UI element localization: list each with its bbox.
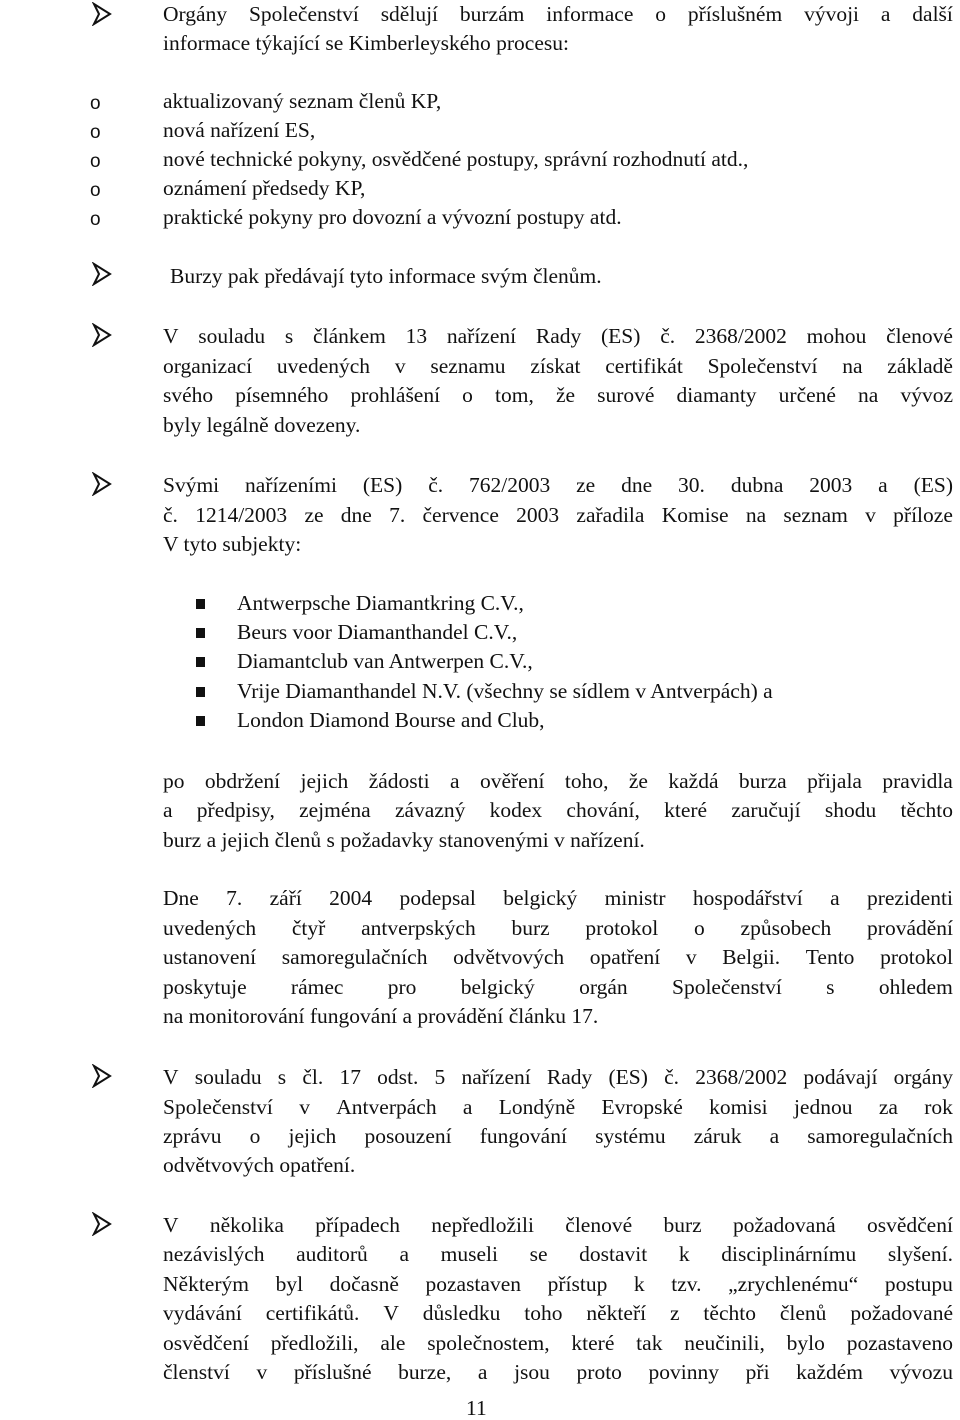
paragraph-line: byly legálně dovezeny. (163, 413, 361, 437)
word: se (529, 1242, 548, 1266)
word: pozastaveno (846, 1331, 953, 1355)
word: podepsal (399, 886, 476, 910)
word: fungování (479, 1124, 567, 1148)
word: někteří (586, 1301, 647, 1325)
word: členové (886, 324, 953, 348)
word: zařadila (576, 503, 645, 527)
circle-bullet-icon: o (90, 151, 101, 172)
word: a (399, 1242, 409, 1266)
word: toho, (564, 769, 609, 793)
word: předpisy, (196, 798, 275, 822)
word: každém (796, 1360, 864, 1384)
word: rámec (290, 975, 344, 999)
word: na (858, 383, 879, 407)
word: proto (576, 1360, 622, 1384)
word: souladu (194, 1065, 262, 1089)
word: jednou (793, 1095, 853, 1119)
word: v (256, 1360, 268, 1384)
word: pravidla (882, 769, 953, 793)
word: základě (887, 354, 953, 378)
word: 762/2003 (469, 473, 551, 497)
sub-list-item: aktualizovaný seznam členů KP, (163, 89, 442, 113)
word: které (571, 1331, 615, 1355)
paragraph-line (163, 947, 953, 969)
word: a (878, 473, 888, 497)
word: s (826, 975, 835, 999)
word: z (669, 1301, 680, 1325)
word: orgán (579, 975, 628, 999)
word: seznamu (430, 354, 506, 378)
paragraph-line: na monitorování fungování a provádění článku 17. (163, 1004, 599, 1028)
word: vývoz (900, 383, 953, 407)
word: toho (524, 1301, 563, 1325)
word: shodu (824, 798, 877, 822)
word: burza (738, 769, 787, 793)
paragraph-line (163, 475, 953, 497)
word: k (633, 1272, 645, 1296)
word: tom, (495, 383, 534, 407)
word: ustanovení (163, 945, 257, 969)
word: V (383, 1301, 399, 1325)
square-bullet-icon (196, 599, 205, 609)
word: povinny (648, 1360, 720, 1384)
word: byl (275, 1272, 304, 1296)
word: ze (304, 503, 324, 527)
word: přijala (807, 769, 862, 793)
word: posouzení (364, 1124, 452, 1148)
word: při (745, 1360, 770, 1384)
word: dočasně (329, 1272, 399, 1296)
word: a (880, 2, 891, 26)
word: po (163, 769, 185, 793)
word: neučinili, (684, 1331, 765, 1355)
word: těchto (900, 798, 953, 822)
word: přístup (547, 1272, 608, 1296)
word: čl. (302, 1065, 324, 1089)
word: a (450, 769, 460, 793)
word: a (830, 886, 840, 910)
word: o (462, 383, 473, 407)
word: opatření (589, 945, 661, 969)
word: V (163, 1065, 179, 1089)
word: (ES) (601, 324, 641, 348)
word: které (664, 798, 708, 822)
word: vydávání (163, 1301, 242, 1325)
paragraph-line (163, 1274, 953, 1296)
word: 7. (226, 886, 243, 910)
word: jejich (288, 1124, 337, 1148)
paragraph-line (163, 1067, 953, 1089)
word: tak (636, 1331, 663, 1355)
word: disciplinárnímu (721, 1242, 857, 1266)
word: několika (209, 1213, 284, 1237)
word: č. (660, 324, 676, 348)
word: burze, (398, 1360, 452, 1384)
word: Svými (163, 473, 220, 497)
word: belgický (503, 886, 578, 910)
word: určené (778, 383, 836, 407)
word: příslušném (687, 2, 783, 26)
word: 7. (389, 503, 406, 527)
word: každá (668, 769, 719, 793)
word: ale (380, 1331, 406, 1355)
word: zejména (299, 798, 371, 822)
word: členství (163, 1360, 230, 1384)
word: případech (315, 1213, 400, 1237)
word: Londýně (498, 1095, 576, 1119)
paragraph-line (163, 505, 953, 527)
word: článkem (313, 324, 386, 348)
word: burz (511, 916, 550, 940)
circle-bullet-icon: o (90, 122, 101, 143)
word: svého (163, 383, 214, 407)
square-bullet-icon (196, 657, 205, 667)
word: dostavit (579, 1242, 648, 1266)
arrow-bullet-icon (92, 472, 112, 496)
word: a (477, 1360, 488, 1384)
word: belgický (460, 975, 535, 999)
paragraph-line (163, 1126, 953, 1148)
word: certifikátů. (265, 1301, 360, 1325)
word: 13 (405, 324, 428, 348)
word: bylo (786, 1331, 825, 1355)
word: Společenství (163, 1095, 273, 1119)
word: burz (663, 1213, 702, 1237)
word: příslušné (293, 1360, 372, 1384)
paragraph-line (163, 888, 953, 910)
word: Dne (163, 886, 199, 910)
word: uvedených (276, 354, 371, 378)
word: července (422, 503, 499, 527)
word: 2368/2002 (695, 1065, 788, 1089)
word: ministr (604, 886, 666, 910)
word: Komise (661, 503, 729, 527)
word: mohou (806, 324, 867, 348)
word: nařízení (446, 324, 517, 348)
word: V (163, 1213, 179, 1237)
word: za (878, 1095, 898, 1119)
word: že (555, 383, 576, 407)
word: členů (779, 1301, 827, 1325)
word: a (769, 1124, 780, 1148)
paragraph-line (163, 1333, 953, 1355)
word: odvětvových (453, 945, 565, 969)
circle-bullet-icon: o (90, 180, 101, 201)
word: organizací (163, 354, 253, 378)
word: na (745, 503, 767, 527)
word: provádění (867, 916, 953, 940)
word: nepředložili (431, 1213, 534, 1237)
word: zprávu (163, 1124, 222, 1148)
word: (ES) (608, 1065, 648, 1089)
word: čtyř (291, 916, 326, 940)
paragraph-line (163, 918, 953, 940)
word: V (163, 324, 179, 348)
arrow-bullet-icon (92, 1212, 112, 1236)
paragraph-line (163, 1362, 953, 1384)
word: pozastaven (425, 1272, 521, 1296)
paragraph-line: informace týkající se Kimberleyského procesu: (163, 31, 569, 55)
paragraph-line (163, 326, 953, 348)
arrow-bullet-icon (92, 323, 112, 347)
word: samoregulačních (281, 945, 428, 969)
paragraph-line (163, 977, 953, 999)
word: požadované (850, 1301, 953, 1325)
word: jsou (514, 1360, 550, 1384)
word: 30. (678, 473, 705, 497)
arrow-bullet-icon (92, 1064, 112, 1088)
word: vývozu (889, 1360, 953, 1384)
word: v (865, 503, 876, 527)
word: 17 (339, 1065, 361, 1089)
word: s (284, 324, 294, 348)
word: žádosti (368, 769, 430, 793)
word: hospodářství (692, 886, 803, 910)
word: samoregulačních (807, 1124, 953, 1148)
word: museli (440, 1242, 498, 1266)
sub-list-item: oznámení předsedy KP, (163, 176, 366, 200)
word: protokol (585, 916, 659, 940)
arrow-bullet-icon (92, 2, 112, 26)
word: těchto (703, 1301, 756, 1325)
word: k (678, 1242, 690, 1266)
word: burzám (459, 2, 525, 26)
word: způsobech (740, 916, 832, 940)
exchange-list-item: Vrije Diamanthandel N.V. (všechny se sídlem v Antverpách) a (237, 679, 773, 703)
word: 2368/2002 (694, 324, 787, 348)
word: a (462, 1095, 473, 1119)
word: souladu (198, 324, 266, 348)
paragraph-line (163, 800, 953, 822)
word: dne (340, 503, 372, 527)
word: na (842, 354, 863, 378)
paragraph-line: burz a jejich členů s požadavky stanovenými v nařízení. (163, 828, 645, 852)
word: (ES) (913, 473, 953, 497)
arrow-bullet-icon (92, 262, 112, 286)
word: podávají (803, 1065, 878, 1089)
word: diamanty (676, 383, 757, 407)
word: o (694, 916, 705, 940)
word: že (628, 769, 648, 793)
word: o (655, 2, 666, 26)
word: společnostem, (427, 1331, 550, 1355)
word: surové (597, 383, 655, 407)
word: prezidenti (866, 886, 953, 910)
word: členové (565, 1213, 633, 1237)
word: Společenství (671, 975, 782, 999)
square-bullet-icon (196, 628, 205, 638)
word: Evropské (601, 1095, 683, 1119)
sub-list-item: praktické pokyny pro dovozní a vývozní postupy atd. (163, 205, 622, 229)
paragraph-line (163, 385, 953, 407)
word: dne (621, 473, 653, 497)
word: vývoji (804, 2, 860, 26)
word: získat (530, 354, 581, 378)
word: Některým (163, 1272, 249, 1296)
word: uvedených (163, 916, 257, 940)
word: příloze (893, 503, 953, 527)
word: Rady (546, 1065, 593, 1089)
word: seznam (783, 503, 848, 527)
circle-bullet-icon: o (90, 93, 101, 114)
exchange-list-item: London Diamond Bourse and Club, (237, 708, 545, 732)
word: auditorů (296, 1242, 368, 1266)
word: pro (387, 975, 417, 999)
word: č. (664, 1065, 680, 1089)
word: Belgii. (722, 945, 781, 969)
word: Rady (535, 324, 582, 348)
word: 2003 (809, 473, 853, 497)
paragraph-line (163, 4, 953, 26)
word: nařízení (461, 1065, 531, 1089)
word: č. (163, 503, 178, 527)
word: ohledem (878, 975, 953, 999)
word: postupu (884, 1272, 953, 1296)
exchange-list-item: Antwerpsche Diamantkring C.V., (237, 591, 524, 615)
sub-list-item: nová nařízení ES, (163, 118, 316, 142)
word: Orgány (163, 2, 228, 26)
word: certifikát (605, 354, 683, 378)
word: poskytuje (163, 975, 247, 999)
word: systému (595, 1124, 666, 1148)
sub-list-item: nové technické pokyny, osvědčené postupy, správní rozhodnutí atd., (163, 147, 749, 171)
word: závazný (394, 798, 466, 822)
word: Tento (805, 945, 855, 969)
word: tzv. (671, 1272, 702, 1296)
exchange-list-item: Diamantclub van Antwerpen C.V., (237, 649, 533, 673)
word: písemného (235, 383, 329, 407)
word: č. (428, 473, 444, 497)
word: prohlášení (350, 383, 441, 407)
paragraph-line (163, 1097, 953, 1119)
word: slyšení. (887, 1242, 953, 1266)
word: ze (576, 473, 596, 497)
word: požadovaná (732, 1213, 836, 1237)
word: a (163, 798, 173, 822)
paragraph-line (163, 1303, 953, 1325)
word: v (299, 1095, 310, 1119)
word: zaručují (731, 798, 801, 822)
word: kodex (489, 798, 543, 822)
square-bullet-icon (196, 687, 205, 697)
word: v (394, 354, 406, 378)
word: obdržení (204, 769, 281, 793)
paragraph-line (163, 356, 953, 378)
word: odst. (377, 1065, 419, 1089)
paragraph-line: Burzy pak předávají tyto informace svým členům. (170, 264, 602, 288)
word: 2004 (329, 886, 373, 910)
paragraph-line (163, 771, 953, 793)
word: protokol (880, 945, 953, 969)
word: v (685, 945, 697, 969)
word: sdělují (380, 2, 439, 26)
word: jejich (300, 769, 349, 793)
paragraph-line: odvětvových opatření. (163, 1153, 356, 1177)
word: informace (546, 2, 634, 26)
word: Společenství (248, 2, 359, 26)
word: s (277, 1065, 287, 1089)
word: září (269, 886, 302, 910)
word: předložili, (270, 1331, 359, 1355)
word: „zrychlenému“ (728, 1272, 859, 1296)
circle-bullet-icon: o (90, 209, 101, 230)
word: antverpských (361, 916, 476, 940)
word: 2003 (516, 503, 560, 527)
word: o (249, 1124, 261, 1148)
word: chování, (566, 798, 640, 822)
word: nařízeními (245, 473, 337, 497)
word: Společenství (707, 354, 818, 378)
word: 1214/2003 (195, 503, 288, 527)
word: komisi (709, 1095, 768, 1119)
word: nezávislých (163, 1242, 265, 1266)
word: 5 (434, 1065, 446, 1089)
exchange-list-item: Beurs voor Diamanthandel C.V., (237, 620, 518, 644)
square-bullet-icon (196, 716, 205, 726)
word: (ES) (362, 473, 403, 497)
word: osvědčení (866, 1213, 953, 1237)
word: orgány (893, 1065, 953, 1089)
word: dubna (730, 473, 784, 497)
word: rok (924, 1095, 953, 1119)
word: důsledku (422, 1301, 501, 1325)
paragraph-line: V tyto subjekty: (163, 532, 302, 556)
word: Antverpách (336, 1095, 437, 1119)
word: záruk (693, 1124, 742, 1148)
word: další (912, 2, 953, 26)
word: ověření (479, 769, 545, 793)
paragraph-line (163, 1215, 953, 1237)
word: osvědčení (163, 1331, 249, 1355)
page-number: 11 (466, 1396, 487, 1420)
paragraph-line (163, 1244, 953, 1266)
